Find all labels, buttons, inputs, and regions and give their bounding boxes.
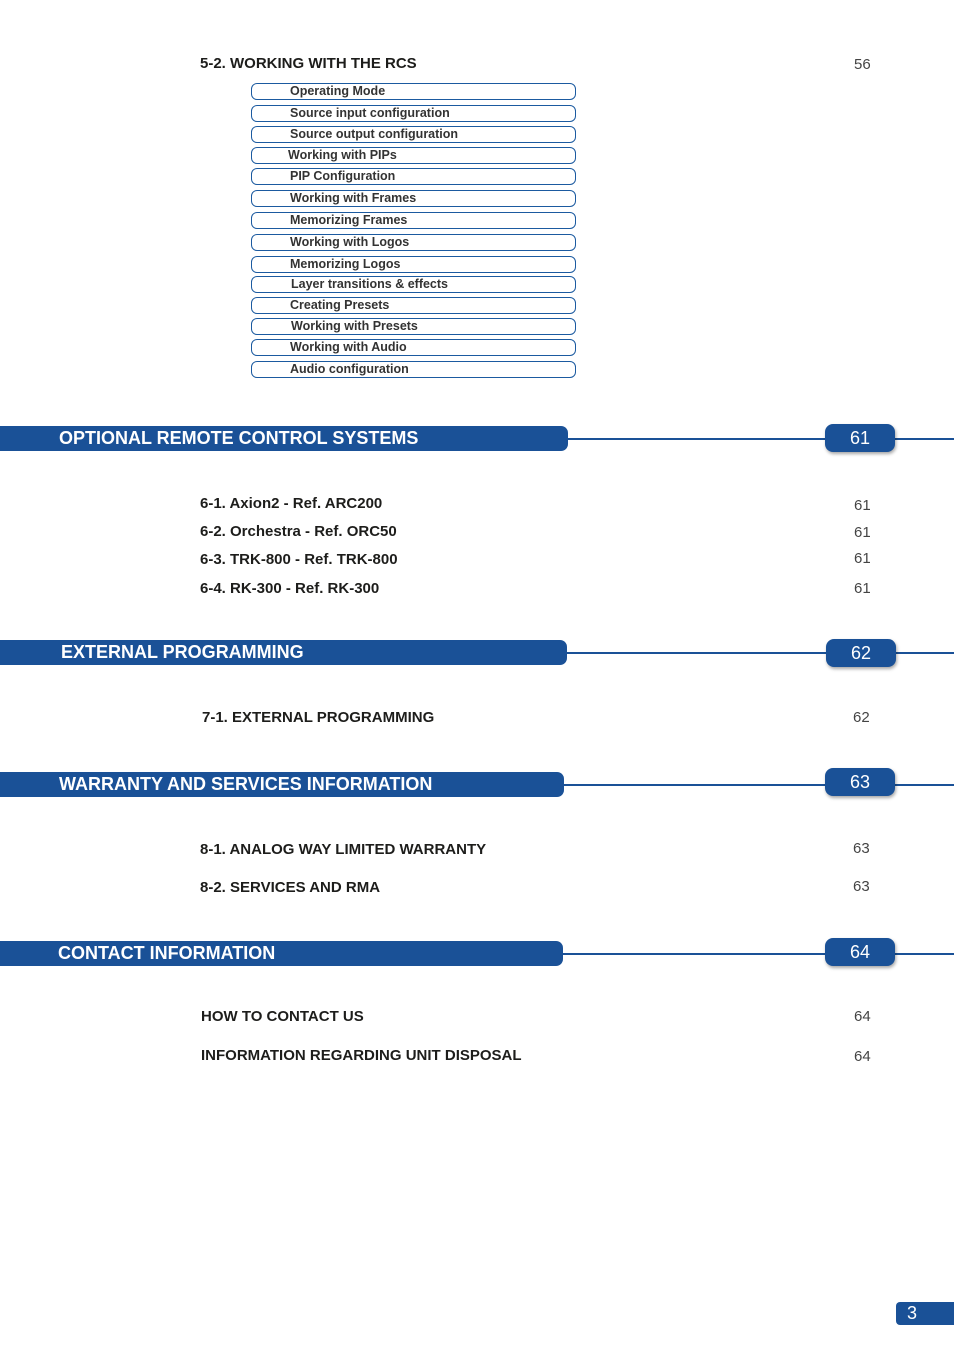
toc-entry-title: HOW TO CONTACT US: [201, 1008, 364, 1025]
toc-entry-page: 64: [854, 1008, 871, 1025]
chapter-page-badge[interactable]: 62: [826, 639, 896, 667]
toc-subitem[interactable]: [251, 105, 576, 122]
chapter-title: EXTERNAL PROGRAMMING: [61, 642, 304, 662]
toc-entry-page: 61: [854, 497, 871, 514]
toc-subitem-label: PIP Configuration: [290, 169, 396, 183]
page-number-tab: [896, 1302, 954, 1325]
toc-subitem-label: Operating Mode: [290, 84, 386, 98]
chapter-title: WARRANTY AND SERVICES INFORMATION: [59, 774, 433, 794]
toc-subitem-label: Working with Audio: [290, 340, 407, 354]
toc-subitem-label: Working with Presets: [291, 319, 418, 333]
chapter-rule: [561, 953, 954, 955]
toc-subitem[interactable]: [251, 147, 576, 164]
toc-subitem[interactable]: [251, 83, 576, 100]
page-number: 3: [907, 1303, 918, 1323]
toc-subitem[interactable]: [251, 276, 576, 293]
toc-entry-page: 61: [854, 524, 871, 541]
toc-subitem[interactable]: [251, 126, 576, 143]
chapter-rule: [562, 784, 954, 786]
chapter-bar[interactable]: [0, 772, 564, 797]
toc-subitem[interactable]: [251, 256, 576, 273]
toc-entry-page: 63: [853, 878, 870, 895]
toc-subitem-label: Working with Frames: [290, 191, 417, 205]
toc-subitem-label: Audio configuration: [290, 362, 409, 376]
chapter-page-badge[interactable]: 64: [825, 938, 895, 966]
toc-entry-title: 8-2. SERVICES AND RMA: [200, 879, 381, 896]
toc-entry-title: INFORMATION REGARDING UNIT DISPOSAL: [201, 1047, 522, 1064]
chapter-bar[interactable]: [0, 941, 563, 966]
toc-entry-title: 6-3. TRK-800 - Ref. TRK-800: [200, 551, 398, 568]
toc-subitem[interactable]: [251, 318, 576, 335]
toc-entry-page: 63: [853, 840, 870, 857]
chapter-rule: [566, 438, 954, 440]
toc-entry-page: 61: [854, 580, 871, 597]
chapter-title: CONTACT INFORMATION: [58, 943, 276, 963]
toc-subitem-label: Working with Logos: [290, 235, 410, 249]
toc-entry-page: 56: [854, 56, 871, 73]
toc-subitem[interactable]: [251, 297, 576, 314]
toc-subitem[interactable]: [251, 234, 576, 251]
toc-entry-title: 6-1. Axion2 - Ref. ARC200: [200, 495, 383, 512]
toc-subitem[interactable]: [251, 361, 576, 378]
toc-entry-page: 61: [854, 550, 871, 567]
toc-subitem[interactable]: [251, 339, 576, 356]
toc-subitem-label: Memorizing Logos: [290, 257, 401, 271]
toc-entry-title: 8-1. ANALOG WAY LIMITED WARRANTY: [200, 841, 487, 858]
toc-entry-title: 6-2. Orchestra - Ref. ORC50: [200, 523, 397, 540]
toc-subitem[interactable]: [251, 212, 576, 229]
toc-subitem-label: Source input configuration: [290, 106, 450, 120]
toc-entry-title: 7-1. EXTERNAL PROGRAMMING: [202, 709, 435, 726]
toc-subitem-label: Layer transitions & effects: [291, 277, 448, 291]
toc-subitem-label: Working with PIPs: [288, 148, 397, 162]
chapter-page-badge[interactable]: 61: [825, 424, 895, 452]
chapter-title: OPTIONAL REMOTE CONTROL SYSTEMS: [59, 428, 419, 448]
toc-subitem[interactable]: [251, 168, 576, 185]
toc-entry-page: 64: [854, 1048, 871, 1065]
toc-subitem[interactable]: [251, 190, 576, 207]
chapter-page-badge[interactable]: 63: [825, 768, 895, 796]
chapter-bar[interactable]: [0, 426, 568, 451]
toc-subitem-label: Creating Presets: [290, 298, 390, 312]
toc-entry-title: 6-4. RK-300 - Ref. RK-300: [200, 580, 380, 597]
toc-subitem-label: Memorizing Frames: [290, 213, 408, 227]
chapter-bar[interactable]: [0, 640, 567, 665]
toc-subitem-label: Source output configuration: [290, 127, 459, 141]
toc-entry-title: 5-2. WORKING WITH THE RCS: [200, 55, 417, 72]
toc-entry-page: 62: [853, 709, 870, 726]
